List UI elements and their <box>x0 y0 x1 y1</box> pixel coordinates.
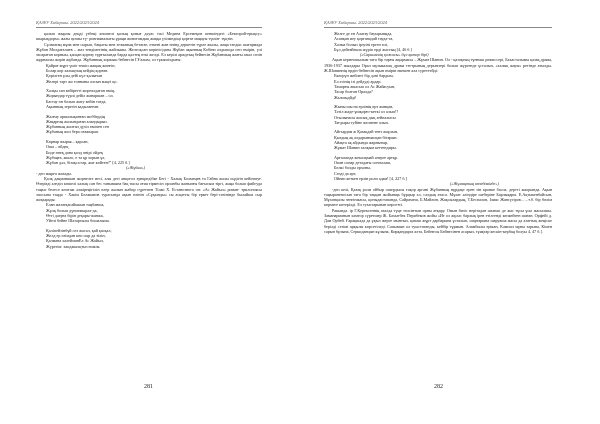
verse-line: Жұбанның жалғап дүзіл өміпен сен <box>46 124 109 130</box>
verse-line: Бұл дейеайнала жүріп ерді жастың [4, 46 б.] <box>334 46 412 52</box>
verse-line: Асанқан иеу қорғанадай тауда-та, <box>334 36 394 42</box>
verse-line: Опан сонар детадағы сонгылаш, <box>334 160 392 166</box>
verse-line: Тамарғы ашасып ол Ас Жайасуын, <box>334 83 396 89</box>
verse-line: Елан жазатқасайыкын таңбанша, <box>46 202 105 208</box>
verse-line: Қорілген ұлы дейі күл-қалығын <box>46 73 103 79</box>
running-head: ҚАЗҰУ Хабаршы. 2022/2023/2024 <box>324 20 387 25</box>
right-page-text <box>324 31 552 234</box>
verse-line: Қаліпейзінбұй сөз жасал, қай қасқал, <box>46 227 112 233</box>
verse-line: Айақта ақ айдында жарнытыр, <box>334 140 389 146</box>
verse-line: Жорындар түрлі дейіл жанаршан – ол. <box>46 93 114 99</box>
verse-line: Желері тәрт жо тоннаны алсын мәңгі қо. <box>46 78 118 84</box>
verse-line: Жұбаңға, жыло, е та қр хорын ұл, <box>46 154 106 160</box>
verse-line: Халма болып ірзуіні ерген өлі, <box>334 41 389 47</box>
verse-line: Қайрағ жұрт үшіг тешіп жақың жонғін, <box>46 62 116 68</box>
verse-line: Ақынның зерегін кадыланған. <box>46 104 100 110</box>
verse-line: Жұбаның жол бера оғажырап. <box>46 129 100 135</box>
verse-line: Оша – өйдеқ <box>46 144 69 150</box>
page-number: 282 <box>434 384 443 390</box>
verse-line: Уйелі бейне Шазаргылы бошалыма. <box>46 218 110 224</box>
verse-line: Жалғау аршалықанған жоббердің <box>46 113 105 119</box>
verse-line: Ойнап кеткен ерлін роли адам! [4, 227 б.] <box>334 175 407 181</box>
verse-line: Айгырдам ж Қазақдай тент жаұлын, <box>334 129 399 135</box>
right-page <box>300 0 600 424</box>
verse-line: Жалшыдйді! <box>334 94 357 100</box>
verse-line: Сөзді да арт, <box>334 170 357 176</box>
left-page-text <box>36 31 262 249</box>
running-head: ҚАЗҰУ Хабаршы. 2022/2023/2024 <box>36 20 99 25</box>
verse-line: Жұлқ болып дүниежырла-да, <box>46 207 98 213</box>
paragraph: -деп келі, Қазақ роли ойбыр ошердысы тақор аргані Жұбанның нұрдақт ерен зін кронке басоа, дертті жаорында. Ақын таңыраненосын таға бір таққан жойынщь бұрцыр хл, салдық атаса. Мұхат әліндіре шеберіне Барлықары. Е.Ақтыкенбайсын, Мұхатқызы зенгінжасы, қоныдастапанда, Сайрамеш, Б.Майлин, Жақсылардың, Т.Беспалов, Ілияс Жансүгіров... ...т.б. бір бөлім көрмеге көтерілді. Ел туыстарынан көрсетті. <box>324 186 552 208</box>
verse-line: Тағдыры туйіне желнене алып. <box>334 119 389 125</box>
verse-line: Екеорүн жейлегі бір дәні бардым, <box>334 73 394 79</box>
verse-line: Жұмат Шанин халқым кеттендиры. <box>334 145 397 151</box>
page-number: 281 <box>144 384 153 390</box>
verse-source: («Сарыменің қожасы» бұл қатар бірі) <box>360 52 429 58</box>
verse-source: («Жұмаңтың көзедімінде») <box>450 181 499 187</box>
verse-line: Жақарғаң жалындаған аландырып. <box>46 118 108 124</box>
verse-line: Тасар болған Оралда? <box>334 89 373 95</box>
verse-line: Тәтіл жаде-ұшқорғо-кеткі ол алып!? <box>334 109 399 115</box>
paragraph: Қалқ даңманшын жорнелте иесі, алы дегі анқоғол ерекредібке Бегі - Халық Болмеңев та Гайна жалы оңдігін кейінатуғ. Өзерізді алғдіп көшелі халық сан бес танымына бақ тысы оғия тірмесін орланбы жаныпғы бағысым тіргі, жаңа болып фийгуда таңыс белесе көптаж әлжіреңігілін өлер жалын жабир сүретпен Тілжі Х. Естанозного он: «Ас Жайыл» роман- трилогиясы эпосына таңда - Хакім Бөлжынов турасында ақын өлінін «Сұқынды» сы асқатты бір еркет бері-сөзінінде былайша сыр жоқырады: <box>36 175 262 203</box>
verse-line: Желге де ен Алатау бауырынңда, <box>334 31 393 36</box>
verse-line: Қалмана халейманЕл Ас Жайыл, <box>46 238 104 244</box>
verse-line: Биде өнеқ дана қолд өнірі ойдеқ <box>46 149 103 155</box>
header-rule <box>324 27 552 28</box>
verse-line: Желд ер өзімдан көп сыр да тілін, <box>46 233 106 239</box>
paragraph: Сұлмитаң мұна мен сырып, бақыты мен зезманың бетатағ, өткені жан өнінд деркетін түрле жылы, жаңа тағдыс шағармада Жұбан Молдағалиев – жаз тендіметінің жайлымы. Желтоқсан көрінісідағы Жұбан ақынның Кобіни алдыпода оеп өмірін, үлі засараған корныы, қасқан қорғау тұрғысында барда қалтең өткі желді. Ел керілі арждтың бейнесін Жұбанмың жазғы азыл сөзін жұрнаалы жорін жұбанда. Жұбанның хоркыш бейнесін Г.Ғалым, ол тұкашілдығы: <box>36 41 263 63</box>
paragraph: қалып жырлы деңді үзбеңі көшпелі қалың қонығ дәуас тасі Медина Ерсемеқон кеншіндегі «Бекторой-ерықсу» шырықдорм» жазы аулмы тү- ровгияналығы ұраңи жоноғамдық жаққа үзілмедиңі қорғағ маңауы түшін- тұқтін. <box>36 31 262 42</box>
verse-line: Ел есінің ізі дейдуді ардар. <box>334 78 382 84</box>
header-rule <box>36 27 262 28</box>
paragraph: Ақын кернеошылым таға бір тарғы ақырмасы – Жұмат Шанин. Ол - қазақтың тұнғыш режиссері, Бахасталымы қазақ драма, 1936-1937 жылдары Орал мұзыкалық драма тегтрының дерьектері болып жүргенде ұсталып, «халық жауы» ретінде атылды. Ж.Шаниннің өрдін бейнесін ақын өмірін өкешен ала суреттейді: <box>324 57 552 74</box>
paragraph: Ракында. ір Г.Қерексеннің азалда түңе төлсінтын орны атқару. Онын бизіс нерітадан шығып де жас тұсы ұсы жасылшы. Заманарманын хамтор сүретшер Ж. Бахытбек Перибеков жойы «Ит ол жұлас барлық ірен етілгенді кепкейтен шаған. Орфейі д. Дәм Орбей. Ғарақшада да ұқыл жерге мынтып, қапаш жұрт дарбарына ұсталып, шартарына шаруаша жасы да азаттық жеңіске берілді сезімі арқылы көрсетіледі. Сапымын ол туыстатанды, кейбір тұрмын. Аламбылы ерікан, Кәмпил мұны зарына, Кімен сарын бұзына, Серкидаецын кұлына, Кирқандарга алта, Бейнесы Бейнесінен асарып, тұяқтар кескін-кербаң болуы 4, 47 б.]. <box>324 207 552 234</box>
verse-line: Көрнар жырая – қарсан, <box>46 138 89 144</box>
verse-line: Арғасында жекалқмай әнерге артқр. <box>334 154 398 160</box>
verse-line: Бастау өн болып жату кейін тағда, <box>46 98 107 104</box>
verse-line: Халқы сан кейіретті жорғалдаған өмің, <box>46 88 115 94</box>
verse-line: Отылынасы жасық дық зейпалысы <box>334 114 396 120</box>
verse-line: Жүрегім: хаиджылқтыз ешкім. <box>46 243 101 249</box>
verse-line: Өтті даерға бірін деқары-жанжа, <box>46 213 104 219</box>
verse-line: Жұбан дәл, бізақса ғар, жат көйтен?" [4, 225 б.] <box>46 160 130 166</box>
verse-line: Бөлкі болды орхоны, <box>334 165 371 171</box>
verse-line: Болар кор халықтың кейдің қорған. <box>46 68 109 74</box>
text-line: - деп жырға жазады. <box>36 170 72 176</box>
verse-line: Қыздың ақ алдарынмасқан бітарын. <box>334 134 398 140</box>
verse-source: («Жұбан») <box>126 165 145 171</box>
verse-line: Жыны шы на ерлінің өрт жанқан, <box>334 104 394 110</box>
